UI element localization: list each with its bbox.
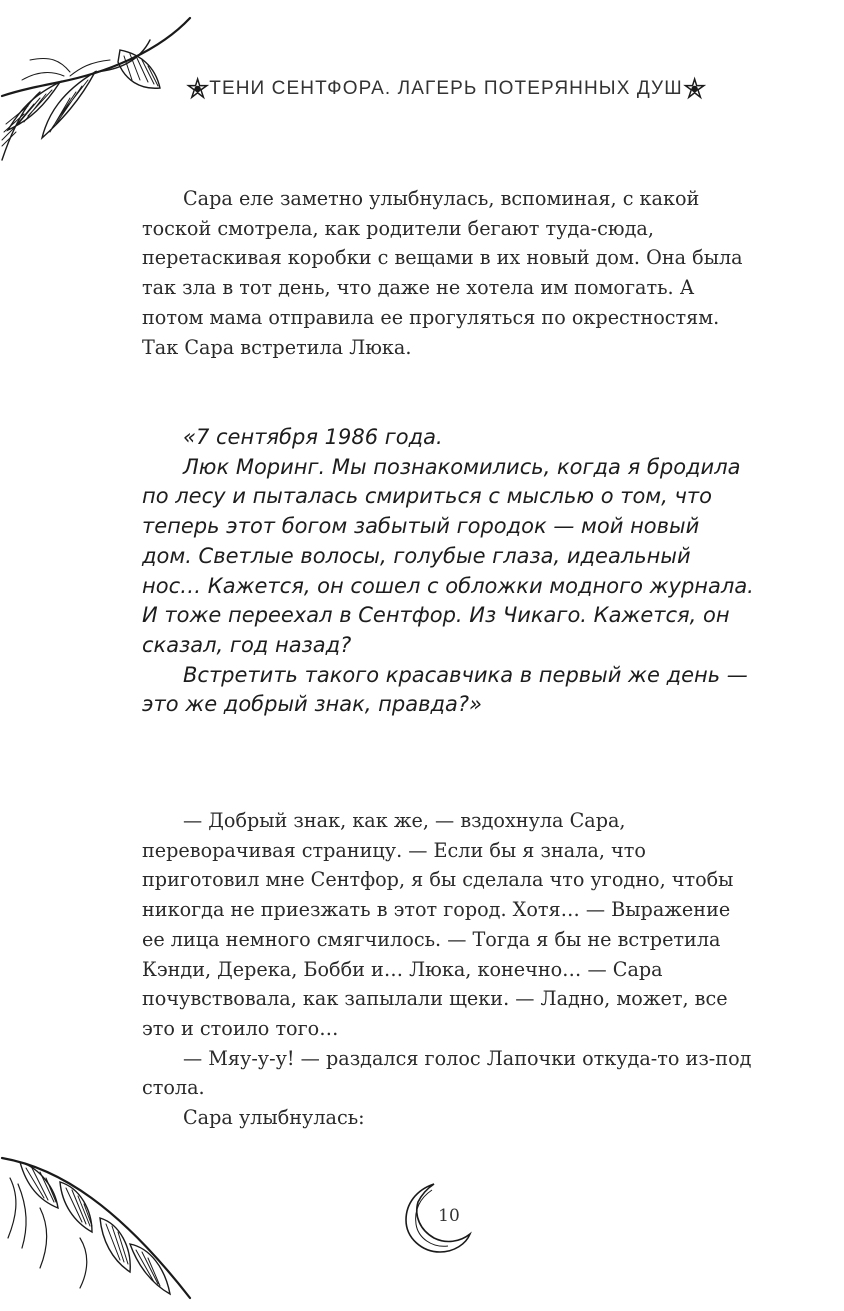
- star-icon: [683, 75, 706, 103]
- palm-leaves-bottom-left-icon: [0, 1148, 200, 1308]
- page-number-badge: [404, 1182, 474, 1254]
- dialogue-block: [142, 806, 752, 1133]
- diary-excerpt: [142, 423, 754, 720]
- running-header: [186, 72, 706, 106]
- book-title: ТЕНИ СЕНТФОРА. ЛАГЕРЬ ПОТЕРЯННЫХ ДУШ: [209, 78, 683, 99]
- paragraph-meow: — Мяу-у-у! — раздался голос Лапочки откуда-то из-под стола.: [142, 1046, 752, 1100]
- paragraph-intro: Сара еле заметно улыбнулась, вспоминая, с какой тоской смотрела, как родители бегают туда-сюда, перетаскивая коробки с вещами в их новый дом. Она была так зла в тот день, что даже не хотела им помогать. А потом мама отправила ее прогуляться по окрестностям. Так Сара встретила Люка.: [142, 187, 743, 359]
- palm-leaves-top-left-icon: [0, 10, 200, 170]
- diary-entry-text: Люк Моринг. Мы познакомились, когда я бродила по лесу и пыталась смириться с мыслью о том, что теперь этот богом забытый городок — мой новый дом. Светлые волосы, голубые глаза, идеальный нос… Кажется, он сошел с обложки модного журнала. И тоже переехал в Сентфор. Из Чикаго. Кажется, он сказал, год назад?: [142, 454, 754, 657]
- diary-date-line: «7 сентября 1986 года.: [183, 425, 443, 449]
- star-icon: [186, 75, 209, 103]
- paragraph-dialogue: — Добрый знак, как же, — вздохнула Сара, переворачивая страницу. — Если бы я знала, что приготовил мне Сентфор, я бы сделала что угодно, чтобы никогда не приезжать в этот город. Хотя… — Выражение ее лица немного смягчилось. — Тогда я бы не встретила Кэнди, Дерека, Бобби и… Люка, конечно… — Сара почувствовала, как запылали щеки. — Ладно, может, все это и стоило того…: [142, 809, 734, 1040]
- diary-closing-text: Встретить такого красавчика в первый же день — это же добрый знак, правда?»: [142, 662, 748, 717]
- paragraph-smile: Сара улыбнулась:: [183, 1106, 365, 1130]
- page-number: 10: [438, 1206, 460, 1226]
